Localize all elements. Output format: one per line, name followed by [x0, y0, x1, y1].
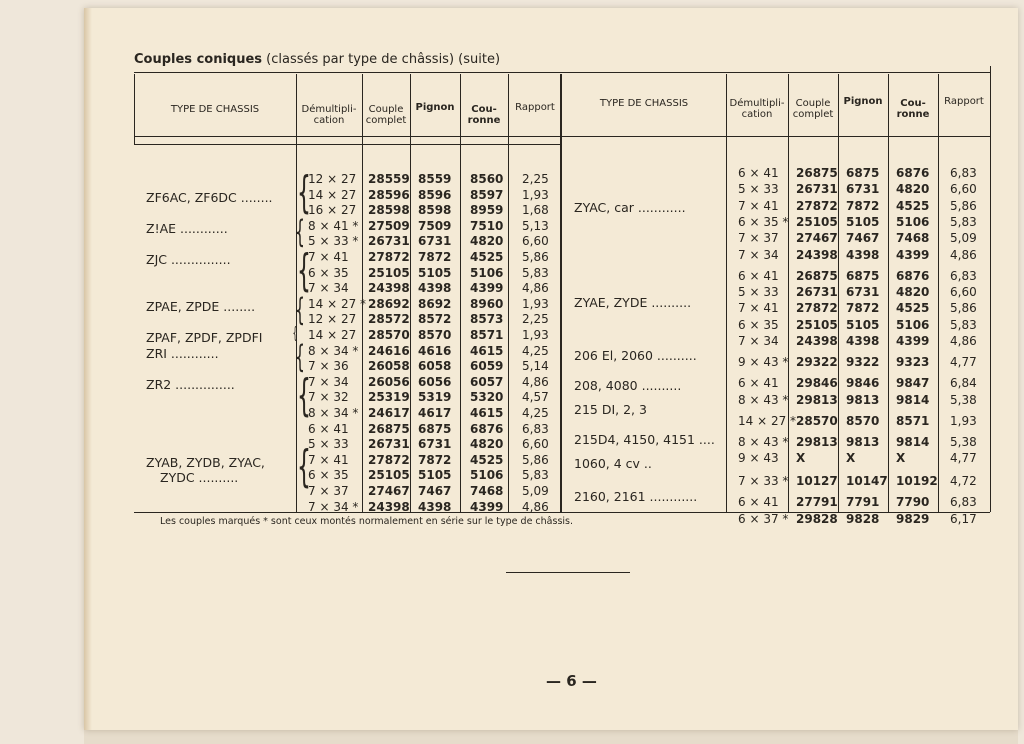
left-row-brace: {	[297, 167, 311, 218]
left-row-brace: {	[292, 324, 298, 342]
right-rapport: 5,83	[950, 317, 977, 332]
left-couple-complet: 26056	[368, 374, 410, 389]
left-demultiplication: 6 × 41	[308, 421, 349, 436]
footnote: Les couples marqués * sont ceux montés normalement en série sur le type de châssis.	[160, 516, 574, 527]
right-demultiplication: 8 × 43 *	[738, 392, 789, 407]
left-rapport: 1,93	[522, 187, 549, 202]
right-couple-complet: 28570	[796, 413, 838, 428]
header-pignon: Pignon	[843, 96, 883, 107]
column-divider	[726, 74, 727, 512]
left-demultiplication: 8 × 34 *	[308, 406, 359, 420]
left-row-brace: {	[297, 245, 311, 296]
left-couple-complet: 28598	[368, 203, 410, 218]
left-chassis-label: Z!AE ............	[146, 220, 228, 236]
right-pignon: 7872	[846, 198, 880, 213]
left-couronne: 4615	[470, 343, 504, 358]
column-divider	[362, 74, 363, 512]
column-divider	[938, 74, 939, 512]
left-chassis-label: ZF6AC, ZF6DC ........	[146, 189, 273, 205]
right-rapport: 6,83	[950, 495, 977, 510]
right-demultiplication: 6 × 41	[738, 268, 779, 283]
left-couronne: 4820	[470, 234, 504, 249]
right-couple-complet: 26875	[796, 166, 838, 180]
left-pignon: 7872	[418, 452, 452, 467]
left-row-brace: {	[297, 369, 311, 421]
right-demultiplication: 6 × 41	[738, 166, 779, 180]
right-demultiplication: 5 × 33	[738, 284, 779, 299]
left-couronne: 6057	[470, 374, 504, 389]
header-demultiplication: Démultipli- cation	[729, 98, 785, 120]
header-type: TYPE DE CHASSIS	[599, 98, 689, 109]
left-chassis-label: ZR2 ...............	[146, 376, 235, 392]
right-rapport: 6,60	[950, 182, 977, 197]
right-couple-complet: 29813	[796, 434, 838, 449]
left-demultiplication: 7 × 34	[308, 281, 349, 296]
left-chassis-label: ZRI ............	[146, 345, 219, 361]
left-couronne: 4615	[470, 406, 504, 420]
left-demultiplication: 7 × 41	[308, 250, 349, 264]
column-divider	[508, 74, 509, 512]
right-pignon: 7872	[846, 301, 880, 316]
right-rapport: 5,83	[950, 214, 977, 229]
left-couple-complet: 24617	[368, 406, 410, 420]
left-demultiplication: 7 × 36	[308, 359, 349, 374]
right-pignon: 6731	[846, 284, 880, 299]
left-demultiplication: 16 × 27	[308, 203, 357, 218]
right-couple-complet: 27872	[796, 301, 838, 316]
right-rapport: 5,09	[950, 231, 977, 246]
header-couple-complet: Couple complet	[365, 104, 407, 126]
left-rapport: 5,83	[522, 265, 549, 280]
left-rapport: 4,86	[522, 281, 549, 296]
left-rapport: 5,83	[522, 468, 549, 483]
left-pignon: 4398	[418, 281, 452, 296]
right-demultiplication: 6 × 41	[738, 495, 779, 510]
header-pignon: Pignon	[415, 102, 455, 113]
left-demultiplication: 14 × 27 *	[308, 296, 367, 311]
right-chassis-label: ZYAE, ZYDE ..........	[574, 295, 692, 310]
left-demultiplication: 5 × 33	[308, 437, 349, 452]
right-rapport: 6,84	[950, 376, 977, 391]
header-lower-rule	[134, 144, 562, 145]
header-rapport: Rapport	[944, 96, 984, 107]
right-couronne: 8571	[896, 413, 930, 428]
table-top-rule	[134, 72, 990, 73]
right-pignon: 8570	[846, 413, 880, 428]
right-couple-complet: 26875	[796, 268, 838, 283]
right-pignon: 9828	[846, 511, 880, 526]
left-rapport: 4,25	[522, 406, 549, 420]
left-couronne: 6876	[470, 421, 504, 436]
right-couronne: 6876	[896, 166, 930, 180]
left-demultiplication: 14 × 27	[308, 328, 357, 342]
header-bottom-rule	[134, 136, 990, 137]
left-demultiplication: 12 × 27	[308, 312, 357, 327]
header-couronne: Cou- ronne	[896, 98, 930, 120]
right-couronne: 5106	[896, 214, 930, 229]
right-couronne: 9323	[896, 355, 930, 370]
page-bottom-edge	[84, 730, 1018, 744]
left-rapport: 5,09	[522, 484, 549, 498]
right-couple-complet: 10127	[796, 474, 838, 489]
left-pignon: 4617	[418, 406, 452, 420]
left-pignon: 8596	[418, 187, 452, 202]
right-pignon: 5105	[846, 214, 880, 229]
left-demultiplication: 8 × 41 *	[308, 218, 359, 233]
left-chassis-label: ZPAE, ZPDE ........	[146, 298, 256, 314]
right-couronne: 10192	[896, 474, 938, 489]
column-divider	[460, 74, 461, 512]
right-couronne: 9847	[896, 376, 930, 391]
right-pignon: 6875	[846, 166, 880, 180]
left-rapport: 5,86	[522, 452, 549, 467]
right-couple-complet: 27872	[796, 198, 838, 213]
column-divider	[410, 74, 411, 512]
column-divider	[888, 74, 889, 512]
left-couple-complet: 25319	[368, 390, 410, 405]
left-pignon: 6731	[418, 234, 452, 249]
right-chassis-label: ZYAC, car ............	[574, 200, 686, 215]
left-rapport: 2,25	[522, 312, 549, 327]
left-chassis-label: ZYDC ..........	[160, 470, 239, 486]
right-demultiplication: 14 × 27 *	[738, 413, 797, 428]
left-rapport: 6,60	[522, 234, 549, 249]
left-couple-complet: 24398	[368, 281, 410, 296]
right-couple-complet: 29828	[796, 511, 838, 526]
left-rapport: 5,14	[522, 359, 549, 374]
right-chassis-label: 215D4, 4150, 4151 ....	[574, 432, 715, 447]
right-couple-complet: 26731	[796, 284, 838, 299]
right-couronne: 4820	[896, 284, 930, 299]
right-pignon: 5105	[846, 317, 880, 332]
left-pignon: 6058	[418, 359, 452, 374]
right-couple-complet: 29322	[796, 355, 838, 370]
right-couronne: 5106	[896, 317, 930, 332]
right-pignon: 7467	[846, 231, 880, 246]
left-rapport: 1,68	[522, 203, 549, 218]
right-pignon: 4398	[846, 247, 880, 262]
left-couple-complet: 28596	[368, 187, 410, 202]
left-rapport: 4,57	[522, 390, 549, 405]
right-couple-complet: 29813	[796, 392, 838, 407]
right-couronne: 7468	[896, 231, 930, 246]
right-demultiplication: 9 × 43 *	[738, 355, 789, 370]
right-rapport: 6,83	[950, 166, 977, 180]
right-pignon: 9813	[846, 434, 880, 449]
right-rapport: 1,93	[950, 413, 977, 428]
page-number: — 6 —	[546, 672, 597, 690]
left-couronne: 4525	[470, 250, 504, 264]
left-couple-complet: 25105	[368, 468, 410, 483]
right-rapport: 5,86	[950, 301, 977, 316]
left-couple-complet: 26731	[368, 437, 410, 452]
left-demultiplication: 7 × 37	[308, 484, 349, 498]
left-chassis-label: ZJC ...............	[146, 252, 231, 267]
left-pignon: 4398	[418, 499, 452, 514]
left-couple-complet: 28570	[368, 328, 410, 342]
left-couple-complet: 27509	[368, 218, 410, 233]
right-couronne: 4525	[896, 198, 930, 213]
left-rapport: 4,86	[522, 374, 549, 389]
right-rapport: 5,86	[950, 198, 977, 213]
left-row-brace: {	[294, 213, 305, 250]
right-demultiplication: 9 × 43	[738, 451, 779, 466]
left-rapport: 4,25	[522, 343, 549, 358]
right-couronne: 6876	[896, 268, 930, 283]
right-rapport: 6,17	[950, 511, 977, 526]
right-chassis-label: 208, 4080 ..........	[574, 378, 682, 393]
left-couronne: 8560	[470, 172, 504, 186]
left-couronne: 8960	[470, 296, 504, 311]
right-demultiplication: 6 × 35	[738, 317, 779, 332]
left-couronne: 4399	[470, 499, 504, 514]
right-rapport: 4,77	[950, 451, 977, 466]
left-pignon: 6731	[418, 437, 452, 452]
left-couronne: 8571	[470, 328, 504, 342]
left-couronne: 5106	[470, 468, 504, 483]
right-chassis-label: 2160, 2161 ............	[574, 489, 698, 504]
right-chassis-label: 215 DI, 2, 3	[574, 402, 647, 417]
left-couronne: 4399	[470, 281, 504, 296]
right-couronne: X	[896, 451, 906, 466]
right-demultiplication: 7 × 41	[738, 198, 779, 213]
right-rapport: 5,38	[950, 392, 977, 407]
right-demultiplication: 7 × 34	[738, 247, 779, 262]
right-couronne: 4525	[896, 301, 930, 316]
right-pignon: 6731	[846, 182, 880, 197]
right-demultiplication: 7 × 34	[738, 333, 779, 348]
left-demultiplication: 7 × 34 *	[308, 499, 359, 514]
right-couronne: 7790	[896, 495, 930, 510]
separator-rule	[506, 572, 630, 573]
left-pignon: 7872	[418, 250, 452, 264]
right-demultiplication: 7 × 41	[738, 301, 779, 316]
right-rapport: 4,72	[950, 474, 977, 489]
left-chassis-label: ZPAF, ZPDF, ZPDFI	[146, 330, 263, 345]
left-couple-complet: 24398	[368, 499, 410, 514]
left-rapport: 1,93	[522, 296, 549, 311]
left-couple-complet: 27467	[368, 484, 410, 498]
left-couple-complet: 26058	[368, 359, 410, 374]
right-demultiplication: 5 × 33	[738, 182, 779, 197]
title-bold: Couples coniques	[134, 52, 263, 67]
right-demultiplication: 6 × 37 *	[738, 511, 789, 526]
right-rapport: 5,38	[950, 434, 977, 449]
right-couple-complet: 26731	[796, 182, 838, 197]
left-pignon: 8570	[418, 328, 452, 342]
left-chassis-label: ZYAB, ZYDB, ZYAC,	[146, 454, 265, 470]
left-couple-complet: 26875	[368, 421, 410, 436]
right-couronne: 4399	[896, 247, 930, 262]
left-rapport: 1,93	[522, 328, 549, 342]
left-couronne: 7510	[470, 218, 504, 233]
header-couronne: Cou- ronne	[467, 104, 501, 126]
left-row-brace: {	[294, 338, 305, 375]
header-rapport: Rapport	[515, 102, 555, 113]
left-demultiplication: 14 × 27	[308, 187, 357, 202]
left-pignon: 7467	[418, 484, 452, 498]
left-pignon: 8692	[418, 296, 452, 311]
left-demultiplication: 8 × 34 *	[308, 343, 359, 358]
right-demultiplication: 6 × 41	[738, 376, 779, 391]
left-pignon: 8572	[418, 312, 452, 327]
column-divider	[838, 74, 839, 512]
right-chassis-label: 206 El, 2060 ..........	[574, 348, 697, 363]
right-couple-complet: 24398	[796, 247, 838, 262]
left-couronne: 5106	[470, 265, 504, 280]
left-pignon: 5319	[418, 390, 452, 405]
right-couple-complet: 27467	[796, 231, 838, 246]
right-pignon: X	[846, 451, 856, 466]
left-demultiplication: 7 × 41	[308, 452, 349, 467]
left-pignon: 8559	[418, 172, 452, 186]
left-pignon: 5105	[418, 265, 452, 280]
left-pignon: 6056	[418, 374, 452, 389]
right-chassis-label: 1060, 4 cv ..	[574, 456, 652, 471]
right-pignon: 4398	[846, 333, 880, 348]
header-type: TYPE DE CHASSIS	[170, 104, 260, 115]
title-rest: (classés par type de châssis) (suite)	[262, 52, 501, 67]
right-couple-complet: 27791	[796, 495, 838, 510]
header-couple-complet: Couple complet	[792, 98, 834, 120]
right-couple-complet: 25105	[796, 317, 838, 332]
left-couple-complet: 24616	[368, 343, 410, 358]
right-rapport: 4,77	[950, 355, 977, 370]
right-demultiplication: 7 × 37	[738, 231, 779, 246]
right-couronne: 4399	[896, 333, 930, 348]
left-demultiplication: 7 × 34	[308, 374, 349, 389]
right-pignon: 9813	[846, 392, 880, 407]
left-demultiplication: 6 × 35	[308, 265, 349, 280]
right-pignon: 7791	[846, 495, 880, 510]
page-binding-shadow	[84, 8, 92, 730]
left-pignon: 4616	[418, 343, 452, 358]
left-pignon: 6875	[418, 421, 452, 436]
right-demultiplication: 8 × 43 *	[738, 434, 789, 449]
left-couronne: 5320	[470, 390, 504, 405]
table-right-edge	[990, 66, 991, 512]
left-couple-complet: 27872	[368, 250, 410, 264]
left-demultiplication: 5 × 33 *	[308, 234, 359, 249]
right-couple-complet: 24398	[796, 333, 838, 348]
left-couronne: 6059	[470, 359, 504, 374]
right-couronne: 9814	[896, 434, 930, 449]
right-rapport: 6,83	[950, 268, 977, 283]
right-couronne: 9814	[896, 392, 930, 407]
left-demultiplication: 7 × 32	[308, 390, 349, 405]
left-pignon: 7509	[418, 218, 452, 233]
left-demultiplication: 6 × 35	[308, 468, 349, 483]
left-rapport: 2,25	[522, 172, 549, 186]
left-row-brace: {	[294, 291, 305, 328]
left-couple-complet: 28692	[368, 296, 410, 311]
left-couple-complet: 27872	[368, 452, 410, 467]
right-demultiplication: 6 × 35 *	[738, 214, 789, 229]
left-rapport: 6,60	[522, 437, 549, 452]
page-title	[134, 52, 500, 67]
left-pignon: 8598	[418, 203, 452, 218]
left-couronne: 7468	[470, 484, 504, 498]
center-divider	[560, 74, 562, 512]
right-rapport: 6,60	[950, 284, 977, 299]
left-couronne: 8959	[470, 203, 504, 218]
right-couple-complet: 29846	[796, 376, 838, 391]
left-couple-complet: 25105	[368, 265, 410, 280]
right-rapport: 4,86	[950, 247, 977, 262]
left-rapport: 5,13	[522, 218, 549, 233]
left-couronne: 8597	[470, 187, 504, 202]
left-couronne: 4820	[470, 437, 504, 452]
header-demultiplication: Démultipli- cation	[301, 104, 357, 126]
left-row-brace: {	[297, 440, 311, 492]
right-couple-complet: X	[796, 451, 806, 466]
left-demultiplication: 12 × 27	[308, 172, 357, 186]
right-couronne: 9829	[896, 511, 930, 526]
right-rapport: 4,86	[950, 333, 977, 348]
right-couronne: 4820	[896, 182, 930, 197]
left-rapport: 6,83	[522, 421, 549, 436]
left-couronne: 4525	[470, 452, 504, 467]
left-couronne: 8573	[470, 312, 504, 327]
left-couple-complet: 28572	[368, 312, 410, 327]
left-couple-complet: 26731	[368, 234, 410, 249]
right-couple-complet: 25105	[796, 214, 838, 229]
right-pignon: 9846	[846, 376, 880, 391]
right-pignon: 9322	[846, 355, 880, 370]
right-pignon: 10147	[846, 474, 888, 489]
left-rapport: 4,86	[522, 499, 549, 514]
left-couple-complet: 28559	[368, 172, 410, 186]
right-demultiplication: 7 × 33 *	[738, 474, 789, 489]
right-pignon: 6875	[846, 268, 880, 283]
left-pignon: 5105	[418, 468, 452, 483]
left-rapport: 5,86	[522, 250, 549, 264]
